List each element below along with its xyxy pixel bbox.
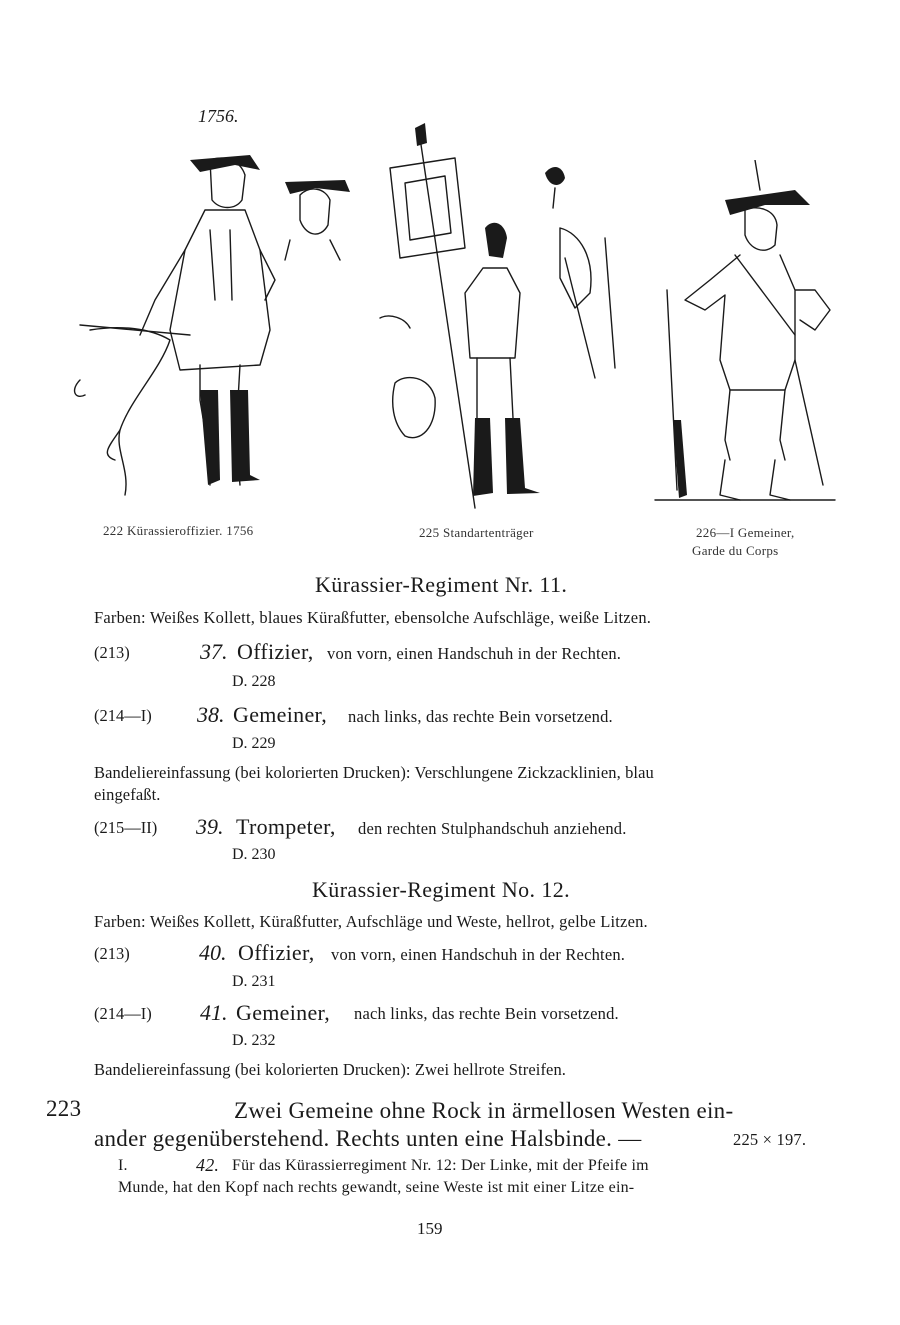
figure-standartentraeger: [365, 118, 635, 510]
entry-ref: (214—I): [94, 1004, 152, 1023]
entry-223-sub-line2: Munde, hat den Kopf nach rechts gewandt, seine Weste ist mit einer Litze ein-: [118, 1179, 635, 1196]
date-sketch: 1756.: [198, 106, 239, 126]
catalog-number-223: 223: [46, 1096, 82, 1121]
caption-figure-225: 225 Standartenträger: [419, 525, 534, 540]
figure-gemeiner-garde-du-corps: [645, 160, 840, 510]
entry-d-number: D. 230: [232, 846, 276, 863]
entry-d-number: D. 228: [232, 673, 276, 690]
entry-d-number: D. 232: [232, 1032, 276, 1049]
entry-description: von vorn, einen Handschuh in der Rechten.: [327, 644, 622, 663]
entry-223-sub-number: 42.: [196, 1155, 220, 1175]
bandelier-note: Bandeliereinfassung (bei kolorierten Drucken): Zwei hellrote Streifen.: [94, 1060, 567, 1079]
entry-description: den rechten Stulphandschuh anziehend.: [358, 819, 627, 838]
caption-figure-226-line2: Garde du Corps: [692, 543, 779, 558]
caption-figure-222: 222 Kürassieroffizier. 1756: [103, 523, 254, 538]
entry-ref: (213): [94, 643, 130, 662]
entry-title: Gemeiner,: [236, 1000, 331, 1025]
entry-ref: (214—I): [94, 706, 152, 725]
entry-number: 41.: [200, 1000, 228, 1025]
figure-kuerassieroffizier: [60, 100, 350, 510]
farben-regiment-11: Farben: Weißes Kollett, blaues Küraßfutter, ebensolche Aufschläge, weiße Litzen.: [94, 608, 652, 627]
entry-number: 39.: [196, 814, 224, 839]
entry-number: 40.: [199, 940, 227, 965]
entry-d-number: D. 231: [232, 973, 276, 990]
entry-223-sub-line1: Für das Kürassierregiment Nr. 12: Der Linke, mit der Pfeife im: [232, 1157, 649, 1174]
page-number: 159: [417, 1219, 443, 1238]
caption-figure-226-line1: 226—I Gemeiner,: [696, 525, 795, 540]
entry-description: von vorn, einen Handschuh in der Rechten.: [331, 945, 626, 964]
entry-ref: (213): [94, 944, 130, 963]
entry-title: Offizier,: [237, 639, 314, 664]
bandelier-note-line2: eingefaßt.: [94, 785, 161, 804]
entry-223-sub-ref: I.: [118, 1157, 128, 1174]
entry-number: 37.: [200, 639, 228, 664]
farben-regiment-12: Farben: Weißes Kollett, Küraßfutter, Aufschläge und Weste, hellrot, gelbe Litzen.: [94, 912, 648, 931]
entry-223-line1: Zwei Gemeine ohne Rock in ärmellosen Westen ein-: [234, 1098, 734, 1123]
bandelier-note-line1: Bandeliereinfassung (bei kolorierten Drucken): Verschlungene Zickzacklinien, blau: [94, 763, 654, 782]
entry-description: nach links, das rechte Bein vorsetzend.: [354, 1004, 619, 1023]
entry-number: 38.: [197, 702, 225, 727]
entry-223-size: 225 × 197.: [733, 1130, 807, 1149]
entry-title: Offizier,: [238, 940, 315, 965]
entry-223-line2: ander gegenüberstehend. Rechts unten eine Halsbinde. —: [94, 1126, 642, 1151]
entry-d-number: D. 229: [232, 735, 276, 752]
entry-ref: (215—II): [94, 818, 158, 837]
entry-title: Gemeiner,: [233, 702, 328, 727]
entry-title: Trompeter,: [236, 814, 336, 839]
entry-description: nach links, das rechte Bein vorsetzend.: [348, 707, 613, 726]
section-heading-regiment-12: Kürassier-Regiment No. 12.: [312, 877, 571, 902]
section-heading-regiment-11: Kürassier-Regiment Nr. 11.: [315, 572, 568, 597]
